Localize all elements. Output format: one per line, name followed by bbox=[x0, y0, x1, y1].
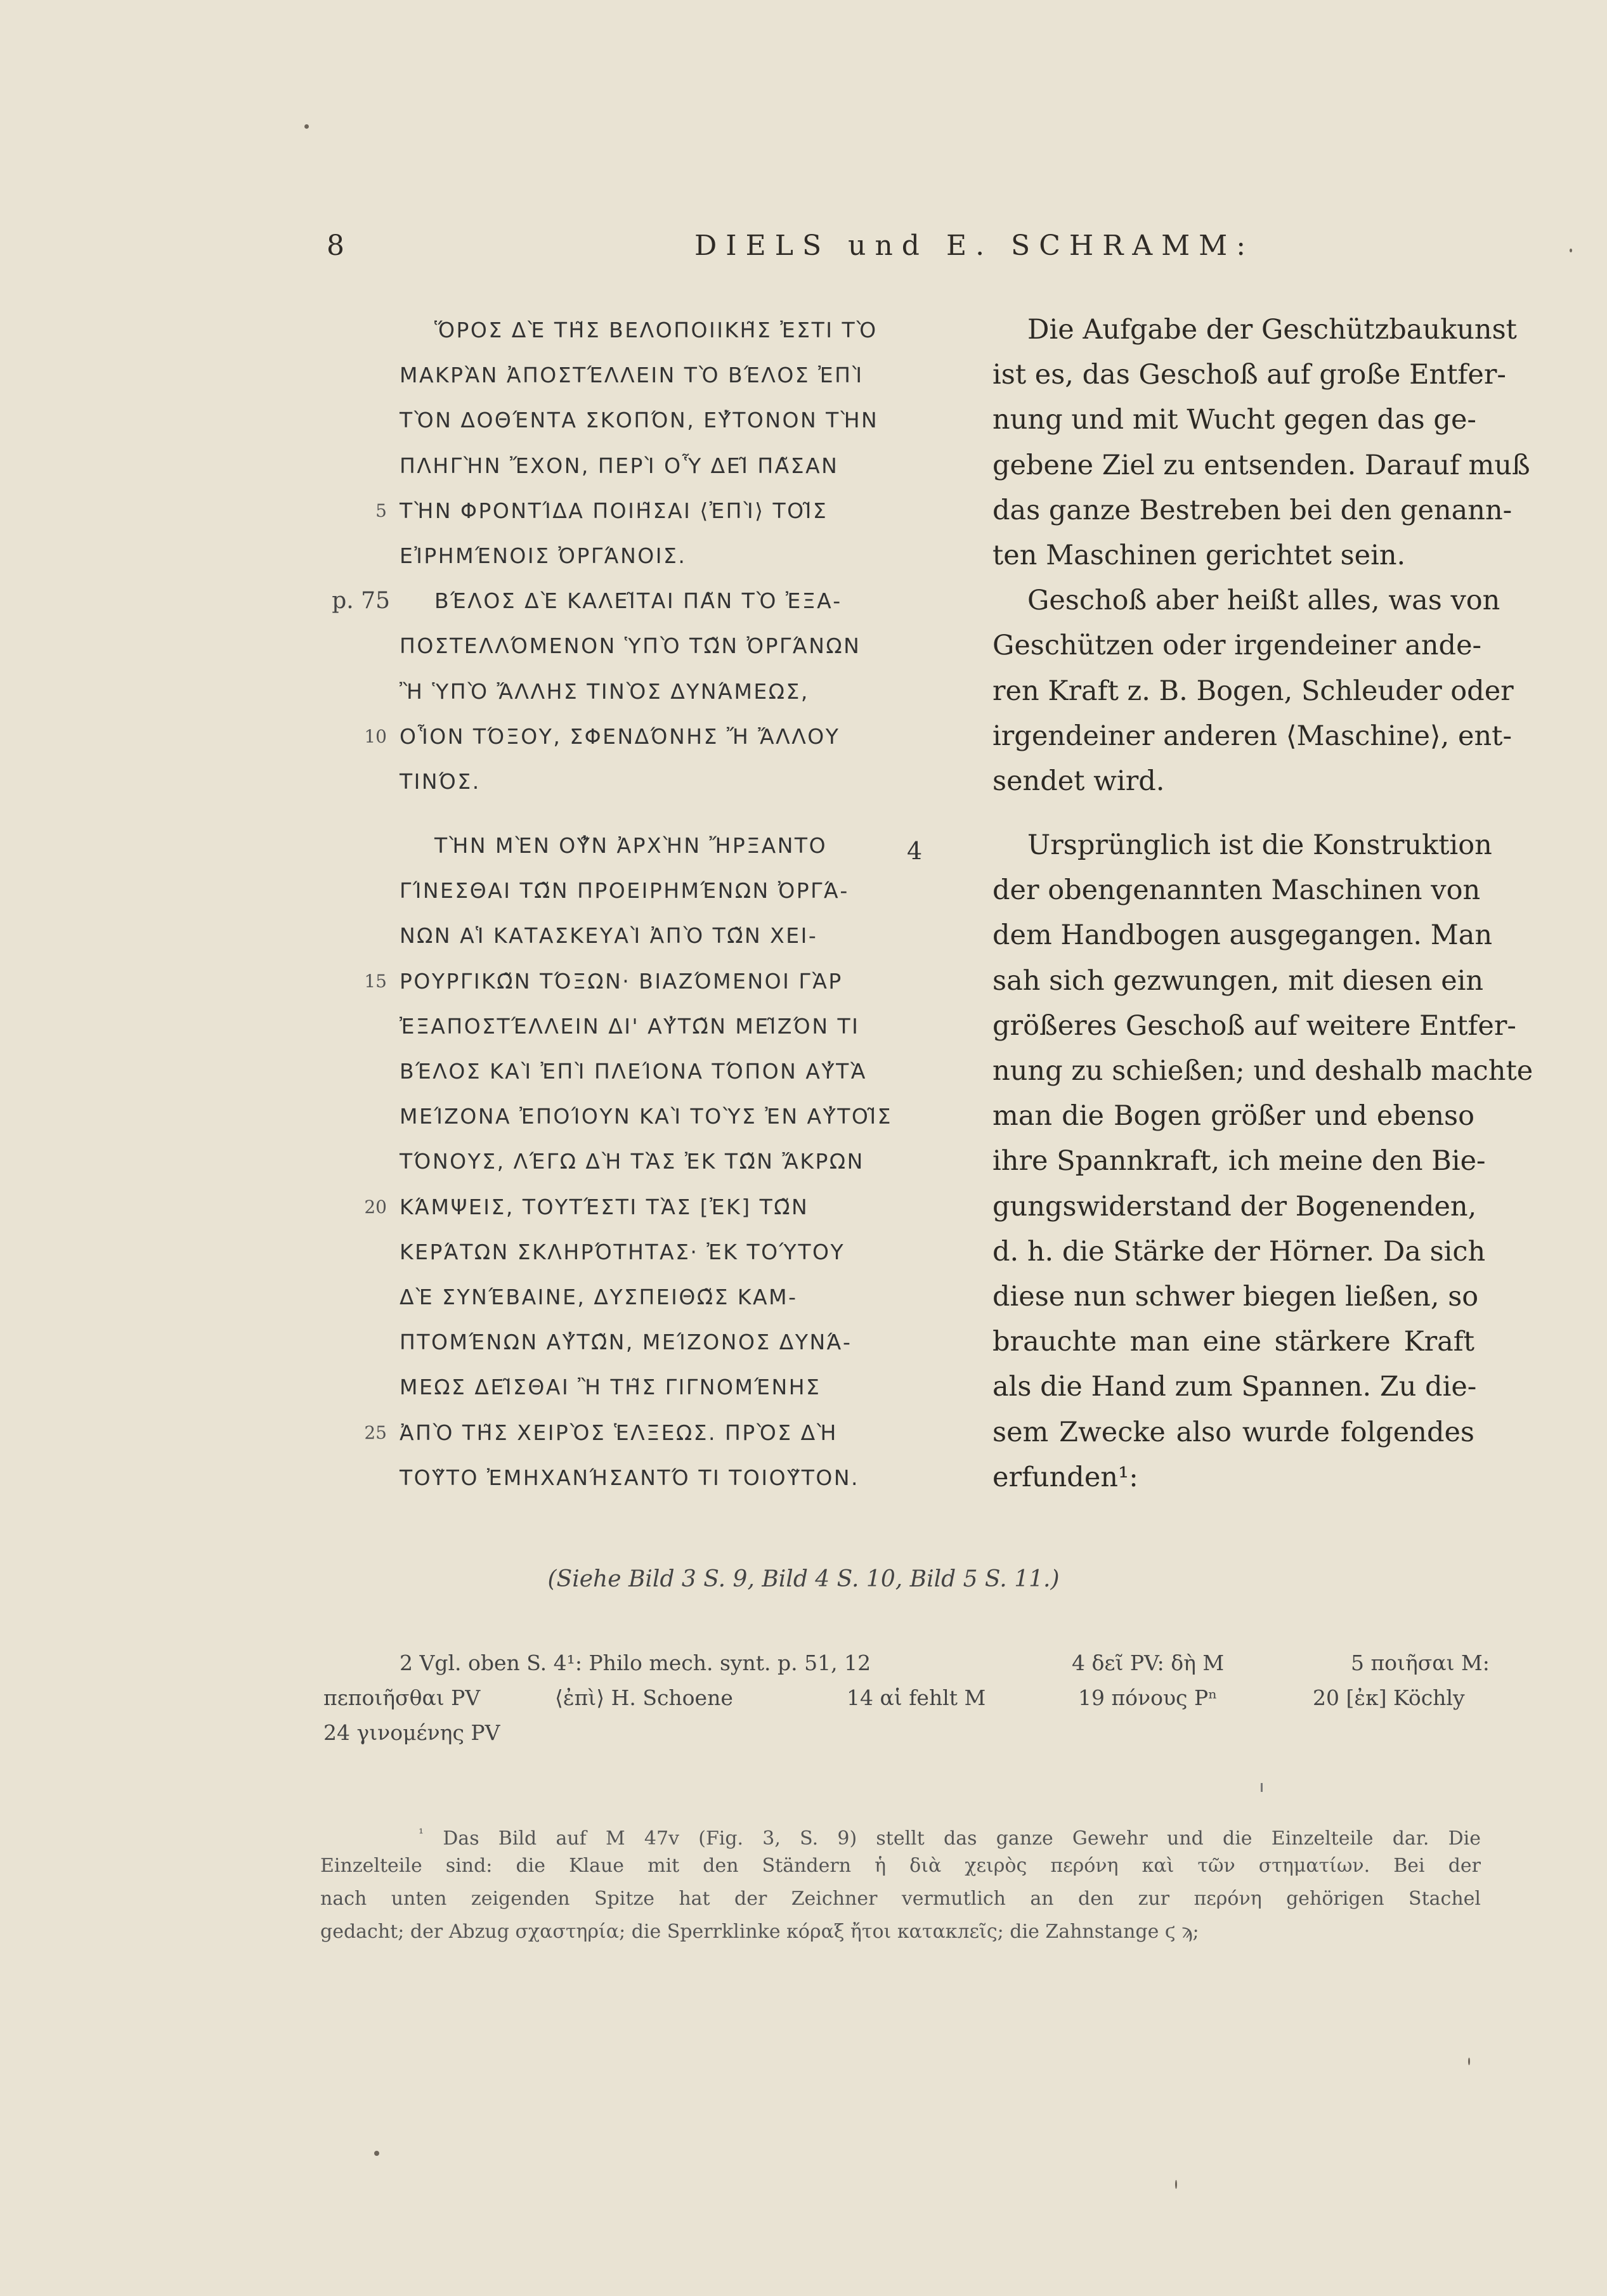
greek-line bbox=[332, 578, 882, 623]
german-line: dem Handbogen ausgegangen. Man bbox=[992, 919, 1493, 952]
footnote-line bbox=[320, 1817, 1481, 1850]
german-line: größeres Geschoß auf weitere Entfer- bbox=[992, 1009, 1516, 1042]
apparatus-note: 24 γινομένης PV bbox=[323, 1720, 500, 1745]
german-line: Die Aufgabe der Geschützbaukunst bbox=[1027, 314, 1517, 346]
greek-line-text: ΤΌΝΟΥΣ, ΛΈΓΩ ΔῊ ΤᾺΣ ἘΚ ΤΩ͂Ν ἌΚΡΩΝ bbox=[400, 1149, 864, 1174]
greek-line bbox=[400, 1094, 892, 1139]
line-number: 10 bbox=[364, 725, 387, 747]
german-line: gebene Ziel zu entsenden. Darauf muß bbox=[992, 449, 1530, 481]
greek-line bbox=[400, 868, 882, 913]
greek-line bbox=[400, 1004, 882, 1049]
greek-line bbox=[400, 669, 882, 714]
greek-line bbox=[400, 1365, 882, 1410]
greek-line-text: ΓΊΝΕΣΘΑΙ ΤΩ͂Ν ΠΡΟΕΙΡΗΜΈΝΩΝ ὈΡΓΆ- bbox=[400, 878, 849, 904]
greek-line bbox=[364, 1184, 882, 1229]
greek-line bbox=[364, 959, 882, 1004]
running-head-title: DIELS und E. SCHRAMM: bbox=[694, 230, 1255, 262]
apparatus-note: 5 ποιῆσαι M: bbox=[1351, 1651, 1490, 1675]
line-number: 5 bbox=[375, 500, 387, 521]
greek-line-text: ΡΟΥΡΓΙΚΩ͂Ν ΤΌΞΩΝ· ΒΙΑΖΌΜΕΝΟΙ ΓᾺΡ bbox=[400, 968, 843, 994]
german-line: sem Zwecke also wurde folgendes bbox=[992, 1416, 1474, 1448]
greek-line-text: ΜΑΚΡᾺΝ ἈΠΟΣΤΈΛΛΕΙΝ ΤῸ ΒΈΛΟΣ ἘΠῚ bbox=[400, 363, 864, 388]
greek-line bbox=[400, 1274, 882, 1320]
greek-line-text: ΤῸΝ ΔΟΘΈΝΤΑ ΣΚΟΠΌΝ, ΕΥ̓́ΤΟΝΟΝ ΤῊΝ bbox=[400, 408, 879, 433]
german-line: ihre Spannkraft, ich meine den Bie- bbox=[992, 1145, 1486, 1177]
apparatus-line bbox=[323, 1645, 1490, 1680]
german-line: als die Hand zum Spannen. Zu die- bbox=[992, 1371, 1477, 1403]
german-line: irgendeiner anderen ⟨Maschine⟩, ent- bbox=[992, 720, 1512, 752]
line-number: 25 bbox=[364, 1422, 387, 1443]
greek-line bbox=[400, 623, 882, 668]
greek-line-text: ΤῊΝ ΜῈΝ ΟΥ̓͂Ν ἈΡΧῊΝ ἬΡΞΑΝΤΟ bbox=[434, 833, 828, 859]
greek-line-text: ΠΤΟΜΈΝΩΝ ΑΥ̓ΤΩ͂Ν, ΜΕΊΖΟΝΟΣ ΔΥΝΆ- bbox=[400, 1330, 852, 1355]
greek-line-text: ΕἸΡΗΜΈΝΟΙΣ ὈΡΓΆΝΟΙΣ. bbox=[400, 543, 687, 568]
greek-line-text: ΤΟΥ͂ΤΟ ἘΜΗΧΑΝΉΣΑΝΤΌ ΤΙ ΤΟΙΟΥ͂ΤΟΝ. bbox=[400, 1465, 860, 1490]
german-line: ren Kraft z. B. Bogen, Schleuder oder bbox=[992, 675, 1514, 707]
greek-line bbox=[400, 823, 882, 868]
greek-line bbox=[364, 714, 882, 759]
german-translation-column bbox=[992, 308, 1533, 1500]
greek-line bbox=[400, 759, 882, 804]
apparatus-note: 4 δεῖ PV: δὴ M bbox=[1072, 1651, 1225, 1675]
section-number: 4 bbox=[907, 837, 923, 865]
german-line: Geschützen oder irgendeiner ande- bbox=[992, 630, 1482, 662]
line-number: 20 bbox=[364, 1196, 387, 1217]
separator-mark bbox=[1261, 1783, 1263, 1792]
greek-line bbox=[375, 488, 882, 533]
greek-line-text: ΟἿΟΝ ΤΌΞΟΥ, ΣΦΕΝΔΌΝΗΣ Ἤ ἌΛΛΟΥ bbox=[400, 723, 840, 749]
greek-line-text: ΔῈ ΣΥΝΈΒΑΙΝΕ, ΔΥΣΠΕΙΘΩ͂Σ ΚΑΜ- bbox=[400, 1284, 798, 1309]
paper-speck bbox=[1468, 2058, 1470, 2065]
footnote-line: nach unten zeigenden Spitze hat der Zeichner vermutlich an den zur περόνη gehörigen Stachel bbox=[320, 1888, 1481, 1910]
paper-speck bbox=[1175, 2180, 1177, 2189]
greek-line bbox=[400, 1229, 882, 1274]
greek-line bbox=[400, 398, 882, 443]
greek-line-text: ΚΆΜΨΕΙΣ, ΤΟΥΤΈΣΤΙ ΤᾺΣ [ἘΚ] ΤΩ͂Ν bbox=[400, 1194, 809, 1219]
greek-line bbox=[400, 1139, 882, 1184]
german-line: Ursprünglich ist die Konstruktion bbox=[1027, 829, 1492, 862]
greek-line bbox=[400, 1049, 882, 1094]
page-number: 8 bbox=[327, 230, 344, 262]
greek-line bbox=[364, 1410, 882, 1455]
line-number: 15 bbox=[364, 970, 387, 992]
german-line: gungswiderstand der Bogenenden, bbox=[992, 1190, 1477, 1223]
paper-speck bbox=[304, 124, 309, 129]
german-line: nung und mit Wucht gegen das ge- bbox=[992, 404, 1476, 436]
apparatus-note: 20 [ἐκ] Köchly bbox=[1313, 1685, 1465, 1710]
apparatus-note: 2 Vgl. oben S. 4¹: Philo mech. synt. p. 51, 12 bbox=[400, 1651, 871, 1675]
german-line: sendet wird. bbox=[992, 765, 1165, 797]
german-line: das ganze Bestreben bei den genann- bbox=[992, 494, 1513, 526]
greek-line-text: ΤῊΝ ΦΡΟΝΤΊΔΑ ΠΟΙΗ͂ΣΑΙ ⟨ἘΠῚ⟩ ΤΟΙ͂Σ bbox=[400, 498, 828, 523]
apparatus-line bbox=[323, 1715, 1478, 1750]
figure-reference-caption: (Siehe Bild 3 S. 9, Bild 4 S. 10, Bild 5 S. 11.) bbox=[547, 1566, 1060, 1592]
apparatus-note: ⟨ἐπὶ⟩ H. Schoene bbox=[555, 1685, 733, 1710]
german-line: brauchte man eine stärkere Kraft bbox=[992, 1326, 1474, 1358]
footnote-line: Einzelteile sind: die Klaue mit den Ständern ἡ διὰ χειρὸς περόνη καὶ τῶν στηματίων. Bei der bbox=[320, 1855, 1481, 1877]
manuscript-page-reference: p. 75 bbox=[332, 588, 390, 614]
greek-line bbox=[400, 1320, 882, 1365]
footnote bbox=[320, 1817, 1481, 1949]
running-head bbox=[0, 230, 1607, 280]
greek-line-text: ΜΕΩΣ ΔΕΙ͂ΣΘΑΙ Ἢ ΤΗ͂Σ ΓΙΓΝΟΜΈΝΗΣ bbox=[400, 1375, 821, 1400]
apparatus-note: 19 πόνους Pⁿ bbox=[1078, 1685, 1218, 1710]
footnote-text: Das Bild auf M 47v (Fig. 3, S. 9) stellt das ganze Gewehr und die Einzelteile dar. Die bbox=[443, 1827, 1481, 1850]
greek-line-text: ἈΠῸ ΤΗ͂Σ ΧΕΙΡῸΣ ἙΛΞΕΩΣ. ΠΡῸΣ ΔῊ bbox=[400, 1420, 838, 1445]
german-line: der obengenannten Maschinen von bbox=[992, 874, 1481, 907]
paper-speck bbox=[1570, 249, 1572, 252]
greek-line bbox=[400, 308, 882, 353]
greek-line-text: ΝΩΝ ΑἹ ΚΑΤΑΣΚΕΥΑῚ ἈΠῸ ΤΩ͂Ν ΧΕΙ- bbox=[400, 923, 818, 949]
german-line: Geschoß aber heißt alles, was von bbox=[1027, 585, 1500, 617]
greek-line bbox=[400, 913, 882, 958]
greek-line-text: ΒΈΛΟΣ ΚΑῚ ἘΠῚ ΠΛΕΊΟΝΑ ΤΌΠΟΝ ΑΥ̓ΤᾺ bbox=[400, 1059, 867, 1084]
greek-line bbox=[400, 533, 882, 578]
apparatus-note: πεποιῆσθαι PV bbox=[323, 1685, 481, 1710]
greek-line-text: ὍΡΟΣ ΔῈ ΤΗ͂Σ ΒΕΛΟΠΟΙΙΚΗ͂Σ ἘΣΤΙ ΤῸ bbox=[434, 318, 878, 342]
german-line: ten Maschinen gerichtet sein. bbox=[992, 539, 1406, 571]
german-line: sah sich gezwungen, mit diesen ein bbox=[992, 964, 1484, 997]
german-line: nung zu schießen; und deshalb machte bbox=[992, 1055, 1533, 1087]
german-line: erfunden¹: bbox=[992, 1461, 1138, 1493]
greek-line-text: ἘΞΑΠΟΣΤΈΛΛΕΙΝ ΔΙ' ΑΥ̓ΤΩ͂Ν ΜΕΙ͂ΖΌΝ ΤΙ bbox=[400, 1013, 860, 1039]
greek-line-text: ΜΕΊΖΟΝΑ ἘΠΟΊΟΥΝ ΚΑῚ ΤΟῪΣ ἘΝ ΑΥ̓ΤΟΙ͂Σ bbox=[400, 1104, 892, 1129]
apparatus-note: 14 αἱ fehlt M bbox=[847, 1685, 986, 1710]
german-line: ist es, das Geschoß auf große Entfer- bbox=[992, 359, 1506, 391]
greek-line-text: ΠΟΣΤΕΛΛΌΜΕΝΟΝ ὙΠῸ ΤΩ͂Ν ὈΡΓΆΝΩΝ bbox=[400, 633, 861, 659]
apparatus-line bbox=[323, 1680, 1478, 1715]
german-line: man die Bogen größer und ebenso bbox=[992, 1100, 1474, 1132]
critical-apparatus bbox=[323, 1645, 1490, 1750]
greek-line-text: Ἢ ὙΠῸ ἌΛΛΗΣ ΤΙΝῸΣ ΔΥΝΆΜΕΩΣ, bbox=[400, 678, 809, 704]
german-line: d. h. die Stärke der Hörner. Da sich bbox=[992, 1235, 1486, 1268]
footnote-line: gedacht; der Abzug σχαστηρία; die Sperrklinke κόραξ ἤτοι καταклεῖς; die Zahnstange ϛ ϡ; bbox=[320, 1921, 1199, 1943]
greek-line bbox=[400, 443, 882, 488]
greek-text-column bbox=[332, 308, 892, 1500]
german-line: diese nun schwer biegen ließen, so bbox=[992, 1280, 1479, 1313]
greek-line-text: ΒΈΛΟΣ ΔῈ ΚΑΛΕΙ͂ΤΑΙ ΠΑ͂Ν ΤῸ ἘΞΑ- bbox=[434, 588, 842, 614]
greek-line-text: ΚΕΡΆΤΩΝ ΣΚΛΗΡΌΤΗΤΑΣ· ἘΚ ΤΟΎΤΟΥ bbox=[400, 1239, 845, 1264]
footnote-marker: ¹ bbox=[419, 1826, 424, 1841]
paper-speck bbox=[374, 2151, 379, 2156]
greek-line bbox=[400, 1455, 882, 1500]
greek-line-text: ΤΙΝΌΣ. bbox=[400, 769, 481, 794]
greek-line bbox=[400, 353, 882, 398]
greek-line-text: ΠΛΗΓῊΝ ἜΧΟΝ, ΠΕΡῚ ΟὟ ΔΕΙ͂ ΠΑ͂ΣΑΝ bbox=[400, 453, 839, 478]
